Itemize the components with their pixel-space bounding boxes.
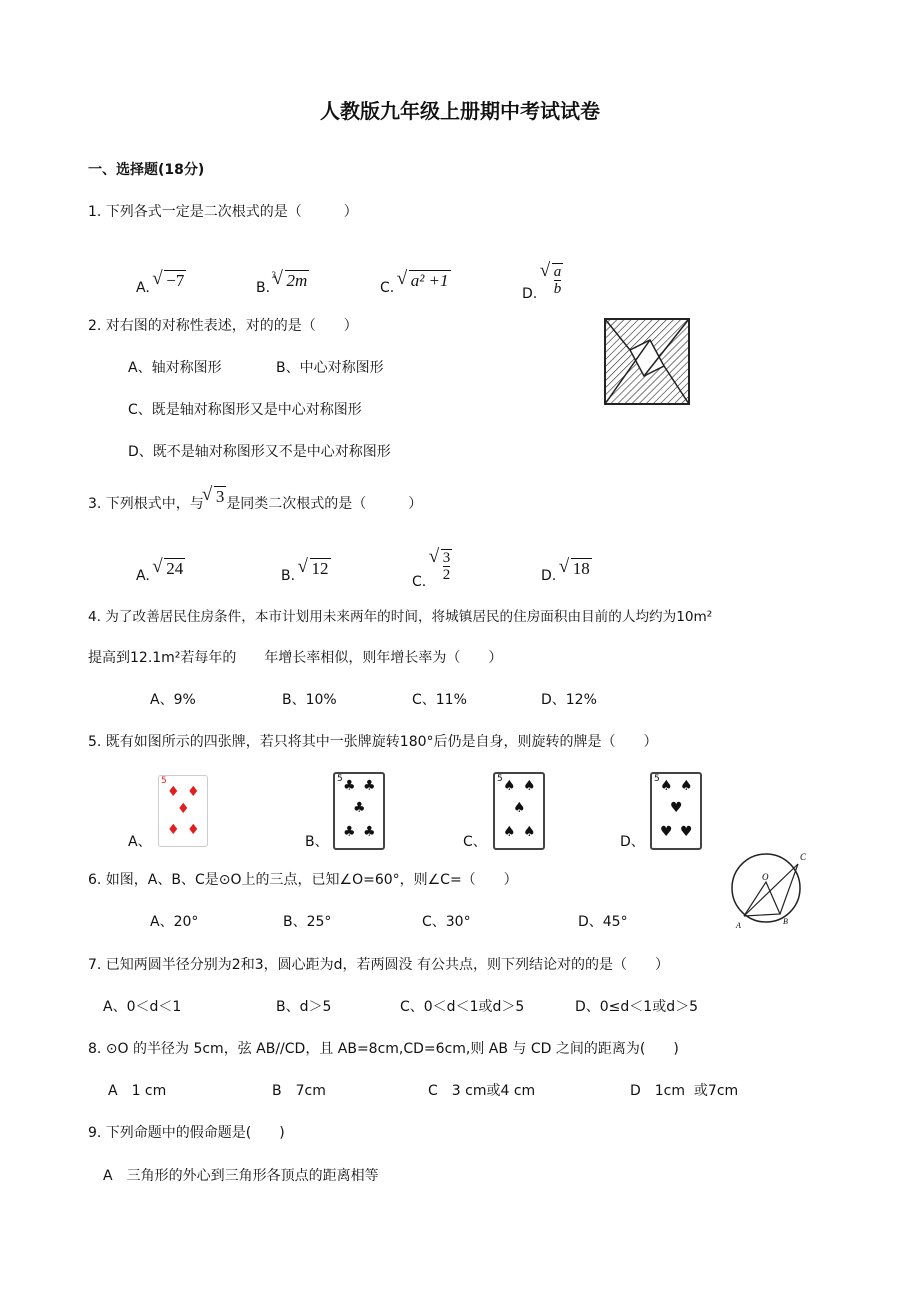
math-expr: 12 xyxy=(311,559,329,578)
option-label: B. xyxy=(256,280,271,296)
math-expr: 2m xyxy=(286,271,308,290)
q3-option-d xyxy=(541,559,592,586)
q2-option-d: D、既不是轴对称图形又不是中心对称图形 xyxy=(128,444,391,460)
q7-option-d: D、0≤d＜1或d＞5 xyxy=(575,999,699,1015)
q1-stem: 1. 下列各式一定是二次根式的是（ ） xyxy=(88,204,358,220)
q6-option-c: C、30° xyxy=(422,914,471,930)
q5-option-c: C、 xyxy=(463,834,487,850)
option-label: C. xyxy=(412,573,427,590)
q5-option-d: D、 xyxy=(620,834,645,850)
q5-option-b: B、 xyxy=(305,834,329,850)
denominator: 2 xyxy=(442,567,451,583)
option-label: B. xyxy=(281,568,296,584)
q5-stem: 5. 既有如图所示的四张牌，若只将其中一张牌旋转180°后仍是自身，则旋转的牌是（ ） xyxy=(88,734,658,750)
q2-option-b: B、中心对称图形 xyxy=(276,360,384,376)
card-five-diamonds: 5 ♦ ♦ ♦ ♦ ♦ xyxy=(158,775,208,847)
label-b: B xyxy=(783,917,788,926)
q8-option-a: A 1 cm xyxy=(108,1083,167,1099)
stem-text: 3. 下列根式中，与 xyxy=(88,496,204,512)
q9-option-a: A 三角形的外心到三角形各顶点的距离相等 xyxy=(103,1168,379,1184)
math-expr: 3 xyxy=(215,487,225,506)
q7-option-c: C、0＜d＜1或d＞5 xyxy=(400,999,525,1015)
q1-option-b xyxy=(256,270,309,298)
card-rank: 5 xyxy=(337,774,343,784)
q1-option-d xyxy=(522,264,563,311)
q4-stem-line2: 提高到12.1m²若每年的 年增长率相似，则年增长率为（ ） xyxy=(88,650,503,666)
option-label: C. xyxy=(380,280,395,296)
q2-stem: 2. 对右图的对称性表述，对的的是（ ） xyxy=(88,318,358,334)
card-rank: 5 xyxy=(654,774,660,784)
stem-text: 是同类二次根式的是（ ） xyxy=(226,496,423,512)
option-label: D. xyxy=(522,285,538,302)
card-five-spades: 5 ♠ ♠ ♠ ♠ ♠ xyxy=(493,772,545,850)
option-label: D. xyxy=(541,568,557,584)
q4-stem-line1: 4. 为了改善居民住房条件，本市计划用未来两年的时间，将城镇居民的住房面积由目前的人均约为10m² xyxy=(88,609,713,625)
q7-option-a: A、0＜d＜1 xyxy=(103,999,182,1015)
card-rank: 5 xyxy=(497,774,503,784)
q6-option-a: A、20° xyxy=(150,914,199,930)
q6-stem: 6. 如图，A、B、C是⊙O上的三点，已知∠O=60°，则∠C=（ ） xyxy=(88,872,518,888)
root-index: √ 3 xyxy=(271,270,277,280)
math-expr: a² +1 xyxy=(410,271,449,290)
q8-stem: 8. ⊙O 的半径为 5cm，弦 AB//CD，且 AB=8cm,CD=6cm,则 AB 与 CD 之间的距离为( ) xyxy=(88,1041,679,1057)
option-label: A. xyxy=(136,280,150,296)
label-a: A xyxy=(736,921,741,930)
math-expr: 18 xyxy=(572,559,590,578)
q8-option-b: B 7cm xyxy=(272,1083,326,1099)
math-expr: 24 xyxy=(166,559,184,578)
option-label: A. xyxy=(136,568,150,584)
q4-option-c: C、11% xyxy=(412,692,467,708)
q3-option-c xyxy=(412,550,452,599)
label-c: C xyxy=(800,852,807,862)
q3-stem xyxy=(88,487,423,514)
q3-option-b xyxy=(281,559,331,586)
q6-option-b: B、25° xyxy=(283,914,332,930)
card-rank: 5 xyxy=(161,776,167,786)
hatched-square-figure xyxy=(604,318,690,405)
q1-option-a xyxy=(136,271,186,298)
card-five-mixed: 5 ♠ ♠ ♥ ♥ ♥ xyxy=(650,772,702,850)
q3-option-a xyxy=(136,559,185,586)
q4-option-d: D、12% xyxy=(541,692,597,708)
q8-option-d: D 1cm 或7cm xyxy=(630,1083,739,1099)
numerator: √ a xyxy=(553,264,562,280)
denominator: b xyxy=(553,281,562,297)
q7-stem: 7. 已知两圆半径分别为2和3，圆心距为d，若两圆没 有公共点，则下列结论对的的是（ ） xyxy=(88,957,669,973)
q4-option-b: B、10% xyxy=(282,692,337,708)
numerator: √ 3 xyxy=(442,550,451,566)
q1-option-c xyxy=(380,271,451,298)
math-expr: −7 xyxy=(166,271,185,290)
q2-option-c: C、既是轴对称图形又是中心对称图形 xyxy=(128,402,362,418)
card-five-clubs: 5 ♣ ♣ ♣ ♣ ♣ xyxy=(333,772,385,850)
q7-option-b: B、d＞5 xyxy=(276,999,332,1015)
q4-option-a: A、9% xyxy=(150,692,196,708)
page-title: 人教版九年级上册期中考试试卷 xyxy=(320,99,600,123)
circle-figure xyxy=(728,848,812,930)
section-heading: 一、选择题(18分) xyxy=(88,162,205,178)
q6-option-d: D、45° xyxy=(578,914,628,930)
q9-stem: 9. 下列命题中的假命题是( ) xyxy=(88,1125,285,1141)
q5-option-a: A、 xyxy=(128,834,152,850)
label-o: O xyxy=(762,872,769,882)
q8-option-c: C 3 cm或4 cm xyxy=(428,1083,536,1099)
q2-option-a: A、轴对称图形 xyxy=(128,360,222,376)
